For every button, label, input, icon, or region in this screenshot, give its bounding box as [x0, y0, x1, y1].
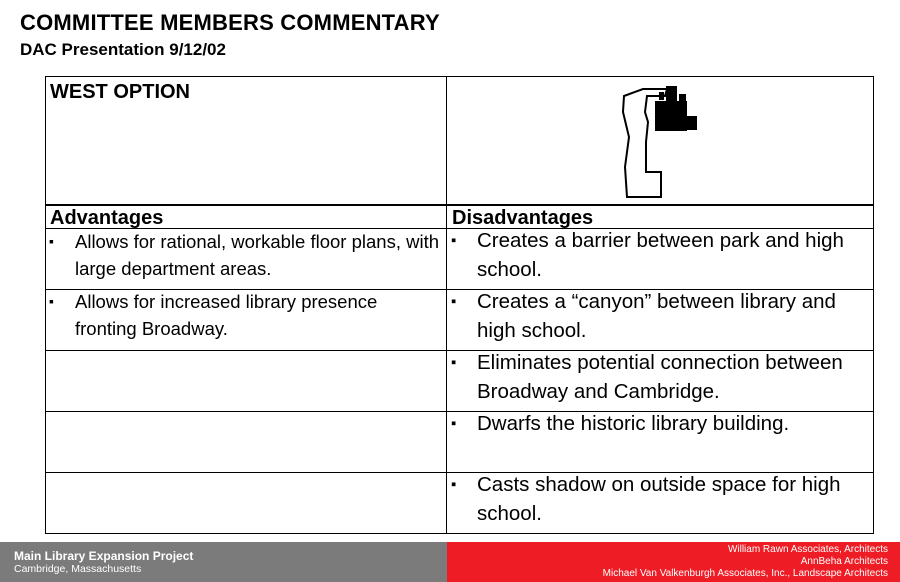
- project-location: Cambridge, Massachusetts: [14, 563, 142, 575]
- disadvantage-item: [451, 471, 871, 528]
- page-title: COMMITTEE MEMBERS COMMENTARY: [20, 10, 440, 35]
- disadvantages-heading: Disadvantages: [452, 207, 594, 229]
- firm-name: Michael Van Valkenburgh Associates, Inc., Landscape Architects: [602, 568, 888, 579]
- disadvantage-item: [451, 349, 871, 406]
- bullet-icon: ▪: [451, 293, 457, 310]
- project-name: Main Library Expansion Project: [14, 549, 194, 563]
- site-plan-icon: [615, 82, 705, 206]
- page-subtitle: DAC Presentation 9/12/02: [20, 40, 226, 59]
- firm-name: William Rawn Associates, Architects: [727, 544, 888, 555]
- table-border-right: [873, 76, 874, 534]
- firm-name: AnnBeha Architects: [800, 556, 888, 567]
- disadvantage-text: Casts shadow on outside space for high school.: [477, 473, 841, 525]
- bullet-icon: ▪: [451, 354, 457, 371]
- advantage-item: [49, 228, 443, 282]
- disadvantage-item: [451, 410, 871, 439]
- disadvantage-text: Eliminates potential connection between Broadway and Cambridge.: [477, 351, 843, 403]
- advantages-heading: Advantages: [50, 207, 164, 229]
- advantage-item: [49, 288, 443, 342]
- bullet-icon: ▪: [49, 233, 54, 249]
- disadvantage-text: Creates a barrier between park and high school.: [477, 229, 844, 281]
- column-divider: [446, 76, 447, 534]
- footer-firms-panel: [447, 542, 900, 582]
- advantage-text: Allows for rational, workable floor plans, with large department areas.: [75, 231, 439, 279]
- disadvantage-item: [451, 227, 871, 284]
- commentary-table: [45, 76, 874, 534]
- bullet-icon: ▪: [49, 293, 54, 309]
- bullet-icon: ▪: [451, 232, 457, 249]
- disadvantage-text: Dwarfs the historic library building.: [477, 412, 790, 435]
- bullet-icon: ▪: [451, 415, 457, 432]
- bullet-icon: ▪: [451, 476, 457, 493]
- advantage-text: Allows for increased library presence fronting Broadway.: [75, 291, 378, 339]
- disadvantage-text: Creates a “canyon” between library and high school.: [477, 290, 836, 342]
- disadvantage-item: [451, 288, 871, 345]
- table-border-top: [45, 76, 874, 77]
- table-border-left: [45, 76, 46, 534]
- option-title: WEST OPTION: [50, 81, 190, 103]
- table-border-bottom: [45, 533, 874, 534]
- footer-project-panel: [0, 542, 447, 582]
